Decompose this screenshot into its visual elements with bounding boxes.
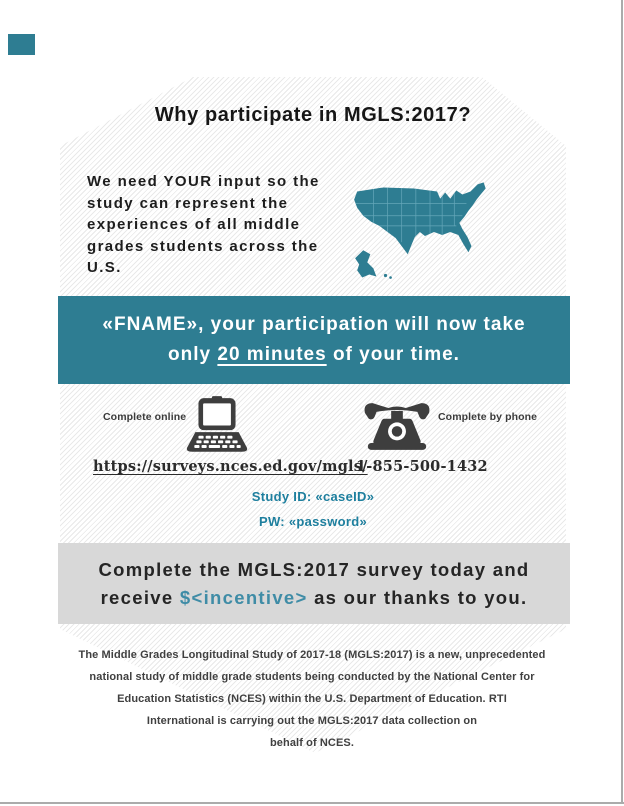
password-label: PW:: [258, 514, 285, 529]
incentive-banner: [58, 543, 570, 624]
footer-line: International is carrying out the MGLS:2017 data collection on: [146, 715, 478, 727]
study-id-value: «caseID»: [315, 489, 375, 504]
complete-online-label: Complete online: [103, 411, 187, 423]
banner-20-minutes: 20 minutes: [217, 344, 327, 365]
footer-line: behalf of NCES.: [269, 737, 354, 749]
intro-line: grades students across the: [87, 237, 319, 255]
laptop-icon: [183, 396, 251, 456]
corner-accent-square: [8, 34, 35, 55]
us-map-icon: [343, 179, 515, 289]
incentive-amount: $<incentive>: [179, 586, 308, 608]
intro-line: study can represent the: [87, 194, 289, 212]
intro-line: experiences of all middle: [87, 216, 301, 234]
password-line: [60, 514, 566, 529]
footer-line: national study of middle grade students being conducted by the National Center for: [89, 671, 535, 683]
page-title: Why participate in MGLS:2017?: [154, 104, 472, 126]
footer-line: Education Statistics (NCES) within the U.S. Department of Education. RTI: [117, 693, 507, 705]
study-id-line: [60, 489, 566, 504]
incentive-line2-pre: receive: [100, 586, 174, 608]
incentive-line2-post: as our thanks to you.: [314, 586, 528, 608]
intro-paragraph: [87, 171, 320, 279]
footer-description: [0, 644, 624, 754]
intro-line: We need YOUR input so the: [87, 173, 320, 190]
complete-by-phone-label: Complete by phone: [438, 411, 538, 423]
page-edge-bottom: [0, 802, 624, 804]
participation-banner-line2: [168, 340, 460, 370]
incentive-banner-line2: [101, 584, 528, 612]
study-id-label: Study ID:: [251, 489, 312, 504]
incentive-banner-line1: Complete the MGLS:2017 survey today and: [98, 558, 530, 580]
banner-line2-pre: only: [168, 344, 212, 365]
survey-url-link[interactable]: https://surveys.nces.ed.gov/mgls/: [93, 458, 368, 475]
survey-phone-number: 1-855-500-1432: [356, 458, 488, 475]
footer-line: The Middle Grades Longitudinal Study of 2017-18 (MGLS:2017) is a new, unprecedented: [78, 649, 546, 661]
banner-line2-post: of your time.: [332, 344, 460, 365]
participation-banner-line1: «FNAME», your participation will now take: [102, 314, 526, 335]
password-value: «password»: [288, 514, 367, 529]
page-edge-right: [621, 0, 623, 804]
intro-line: U.S.: [87, 259, 122, 277]
rotary-phone-icon: [361, 399, 433, 454]
participation-banner: [58, 296, 570, 384]
